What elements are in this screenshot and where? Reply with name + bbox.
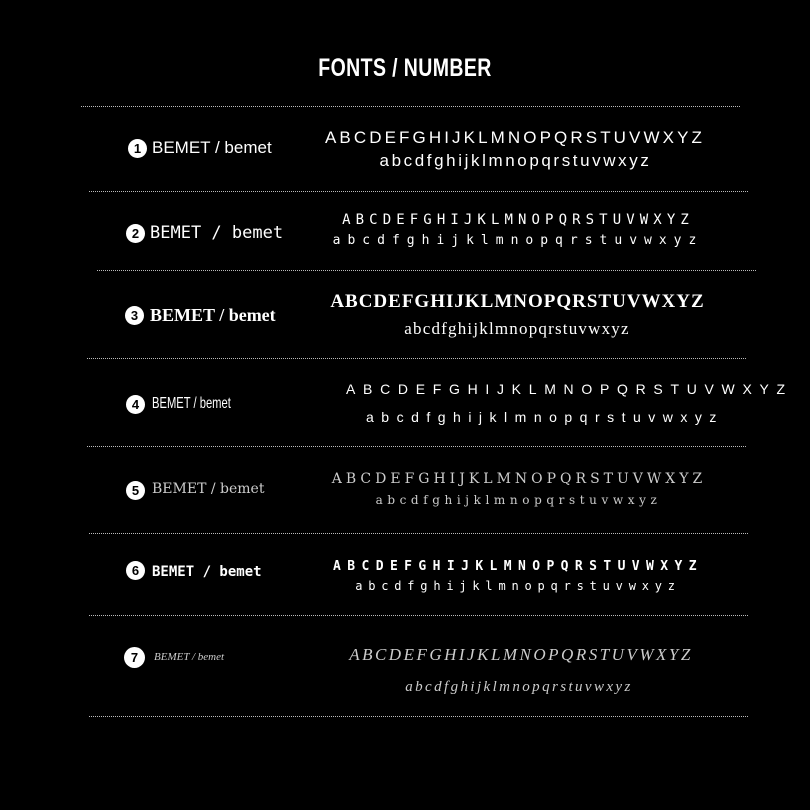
number-badge: 3 <box>125 306 144 325</box>
font-sample: BEMET / bemet <box>154 651 225 663</box>
uppercase-alphabet: ABCDEFGHIJKLMNOPQRSTUVWXYZ <box>330 291 705 312</box>
uppercase-alphabet: ABCDEFGHIJKLMNOPQRSTUVWXYZ <box>349 645 693 664</box>
separator <box>89 615 748 616</box>
number-badge: 4 <box>126 395 145 414</box>
uppercase-alphabet: ABCDEFGHIJKLMNOPQRSTUVWXYZ <box>342 212 694 228</box>
lowercase-alphabet: abcdfghijklmnopqrstuvwxyz <box>332 233 704 248</box>
separator <box>87 358 746 359</box>
lowercase-alphabet: abcdfghijklmnopqrstuvwxyz <box>375 493 662 507</box>
lowercase-alphabet: abcdfghijklmnopqrstuvwxyz <box>404 319 630 338</box>
font-sample: BEMET / bemet <box>152 481 265 497</box>
uppercase-alphabet: ABCDEFGHIJKLMNOPQRSTUVWXYZ <box>324 128 706 147</box>
font-sample: BEMET / bemet <box>150 305 276 325</box>
number-badge: 6 <box>126 561 145 580</box>
separator <box>81 106 740 107</box>
number-badge: 2 <box>126 224 145 243</box>
separator <box>87 446 746 447</box>
separator <box>89 716 748 717</box>
number-badge: 7 <box>124 647 145 668</box>
lowercase-alphabet: abcdfghijklmnopqrstuvwxyz <box>366 409 724 425</box>
font-sample: BEMET / bemet <box>152 138 272 157</box>
number-badge: 1 <box>128 139 147 158</box>
page-title: FONTS / NUMBER <box>318 54 492 82</box>
font-sample: BEMET / bemet <box>150 223 284 243</box>
separator <box>89 533 748 534</box>
font-sample: BEMET / bemet <box>152 395 231 412</box>
separator <box>97 270 756 271</box>
uppercase-alphabet: ABCDEFGHIJKLMNOPQRSTUVWXYZ <box>333 559 703 574</box>
uppercase-alphabet: ABCDEFGHIJKLMNOPQRSTUVWXYZ <box>346 381 793 397</box>
separator <box>89 191 748 192</box>
lowercase-alphabet: abcdfghijklmnopqrstuvwxyz <box>405 679 633 695</box>
uppercase-alphabet: ABCDEFGHIJKLMNOPQRSTUVWXYZ <box>331 471 707 487</box>
font-sample: BEMET / bemet <box>152 564 262 580</box>
lowercase-alphabet: abcdfghijklmnopqrstuvwxyz <box>379 151 652 170</box>
number-badge: 5 <box>126 481 145 500</box>
lowercase-alphabet: abcdfghijklmnopqrstuvwxyz <box>355 579 681 593</box>
